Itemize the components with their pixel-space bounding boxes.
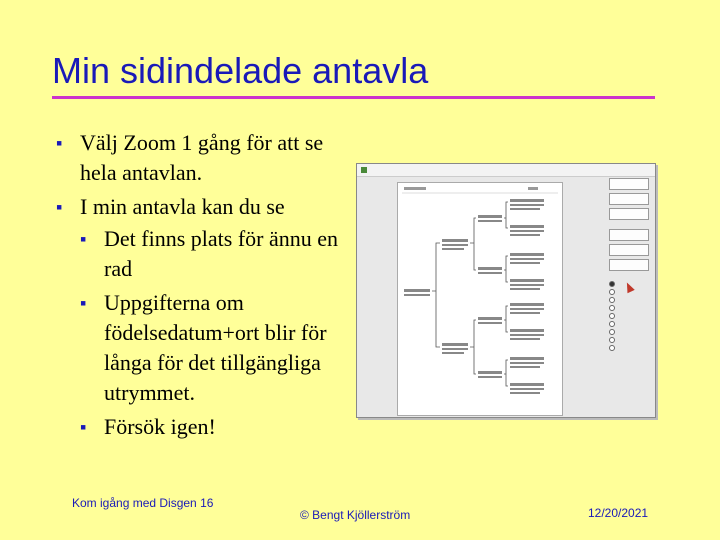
title-underline (52, 96, 655, 99)
preview-button (609, 178, 649, 190)
sub-bullet-text: Försök igen! (104, 414, 216, 439)
zoom-radio (609, 320, 649, 328)
zoom-radio (609, 312, 649, 320)
sub-bullet-list (80, 224, 346, 442)
sub-bullet-text: Uppgifterna om födelsedatum+ort blir för långa för det tillgängliga utrymmet. (104, 290, 327, 405)
bullet-item-2 (56, 192, 346, 442)
preview-button (609, 208, 649, 220)
app-icon (361, 167, 367, 173)
preview-button (609, 244, 649, 256)
preview-side-panel (609, 178, 649, 352)
preview-button (609, 193, 649, 205)
sub-bullet-text: Det finns plats för ännu en rad (104, 226, 338, 281)
footer-center: © Bengt Kjöllerström (300, 508, 411, 522)
pedigree-sheet (397, 182, 563, 416)
zoom-radio (609, 336, 649, 344)
bullet-text: Välj Zoom 1 gång för att se hela antavlan. (80, 130, 324, 185)
bullet-item-1 (56, 128, 346, 188)
preview-button (609, 229, 649, 241)
sub-bullet-item-2 (80, 288, 346, 408)
print-preview-screenshot (356, 163, 656, 418)
preview-button (609, 259, 649, 271)
sub-bullet-item-3 (80, 412, 346, 442)
zoom-radio (609, 344, 649, 352)
footer-date: 12/20/2021 (588, 506, 649, 520)
zoom-radio (609, 304, 649, 312)
pedigree-chart-graphic (398, 183, 562, 415)
sub-bullet-item-1 (80, 224, 346, 284)
bullet-text: I min antavla kan du se (80, 194, 285, 219)
screenshot-titlebar (357, 164, 655, 177)
slide-title: Min sidindelade antavla (52, 50, 429, 91)
zoom-radio (609, 328, 649, 336)
bullet-list (56, 128, 346, 446)
zoom-radio (609, 296, 649, 304)
footer-left: Kom igång med Disgen 16 (72, 496, 214, 510)
